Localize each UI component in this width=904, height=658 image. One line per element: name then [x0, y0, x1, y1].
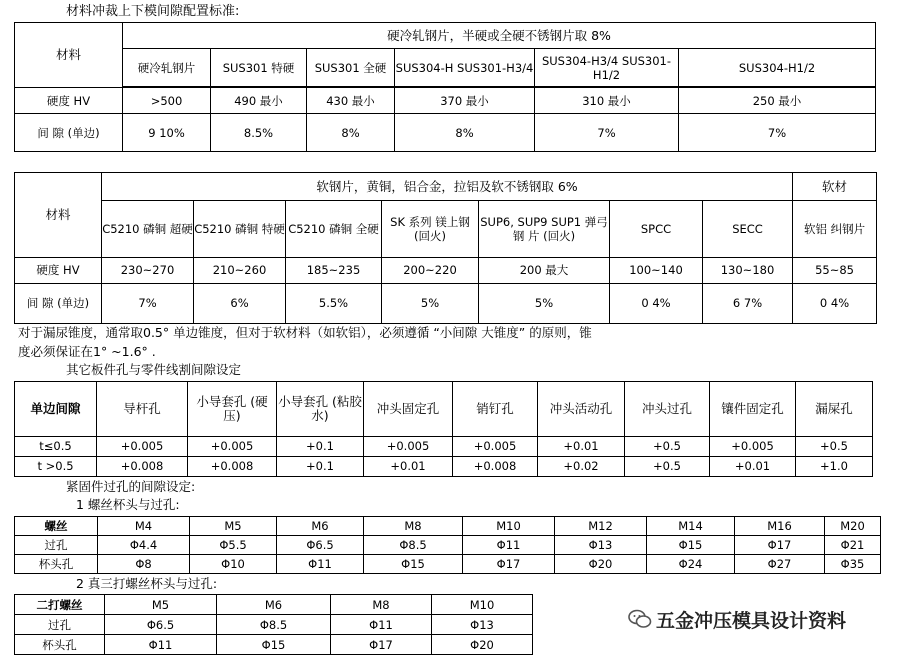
table2-hardness: 130~180: [703, 257, 793, 283]
table2-material: C5210 磷铜 全硬: [286, 201, 382, 257]
table5-header: M10: [432, 595, 533, 615]
table3-header: 镶件固定孔: [710, 382, 796, 437]
table1-group-header: 硬冷轧钢片，半硬或全硬不锈钢片取 8%: [123, 23, 876, 49]
table2-material: SK 系列 镁上钢 (回火): [382, 201, 479, 257]
table4-cell: Φ11: [463, 536, 555, 555]
table4-header: 螺丝: [15, 517, 98, 536]
table5-cell: Φ17: [331, 635, 432, 655]
table4-header: M14: [647, 517, 735, 536]
table4-cell: Φ24: [647, 555, 735, 574]
table3-header: 冲头固定孔: [364, 382, 453, 437]
screw-hole-table: [14, 516, 881, 574]
table4-cell: Φ15: [647, 536, 735, 555]
note-line-1: 对于漏尿锥度，通常取0.5° 单边锥度，但对于软材料（如软铝），必须遵循 “小间隙 大锥度” 的原则，锥: [18, 325, 592, 340]
table5-cell: Φ11: [331, 615, 432, 635]
table2-material: 软铝 纠钢片: [793, 201, 877, 257]
table1-material: SUS301 全硬: [307, 49, 395, 87]
table4-cell: Φ10: [190, 555, 277, 574]
table2-clearance: 5.5%: [286, 283, 382, 323]
table2-clearance: 6%: [194, 283, 286, 323]
table5-cell: Φ13: [432, 615, 533, 635]
table4-cell: Φ4.4: [98, 536, 190, 555]
table4-cell: 杯头孔: [15, 555, 98, 574]
table4-header: M16: [735, 517, 825, 536]
table2-hardness: 200~220: [382, 257, 479, 283]
table4-cell: Φ20: [555, 555, 647, 574]
table2-material: SPCC: [610, 201, 703, 257]
wechat-icon: [628, 608, 652, 630]
table4-cell: Φ8: [98, 555, 190, 574]
table2-hardness: 200 最大: [479, 257, 610, 283]
table1-clearance: 8%: [395, 114, 535, 152]
table2-material-header: 材料: [15, 173, 102, 258]
watermark-text: 五金冲压模具设计资料: [656, 610, 847, 632]
table2-hardness: 230~270: [102, 257, 194, 283]
table1-material: SUS304-H3/4 SUS301-H1/2: [535, 49, 679, 87]
table2-clearance: 5%: [382, 283, 479, 323]
table3-header: 冲头过孔: [625, 382, 710, 437]
table4-header: M20: [825, 517, 881, 536]
table3-header: 冲头活动孔: [538, 382, 625, 437]
table1-material: SUS304-H1/2: [679, 49, 876, 87]
table5-cell: Φ11: [105, 635, 217, 655]
table5-cell: Φ8.5: [217, 615, 331, 635]
table4-header: M12: [555, 517, 647, 536]
table3-cell: +0.5: [625, 436, 710, 456]
table3-cell: +0.005: [188, 436, 277, 456]
table4-header: M10: [463, 517, 555, 536]
table5-cell: 杯头孔: [15, 635, 105, 655]
table5-header: M5: [105, 595, 217, 615]
table1-hardness-label: 硬度 HV: [15, 88, 123, 114]
table5-cell: Φ15: [217, 635, 331, 655]
table3-cell: t≤0.5: [15, 436, 97, 456]
table2-clearance: 6 7%: [703, 283, 793, 323]
page-title: 材料冲裁上下模间隙配置标准:: [66, 4, 240, 19]
table1-material: SUS301 特硬: [211, 49, 307, 87]
table4-header: M6: [277, 517, 364, 536]
table3-header: 漏屎孔: [796, 382, 873, 437]
table1-clearance: 8%: [307, 114, 395, 152]
table1-hardness: 250 最小: [679, 88, 876, 114]
table1-clearance-label: 间 隙 (单边): [15, 114, 123, 152]
table1-hardness: 490 最小: [211, 88, 307, 114]
table2-hardness-label: 硬度 HV: [15, 257, 102, 283]
table3-cell: +1.0: [796, 456, 873, 476]
table3-cell: +0.005: [97, 436, 188, 456]
table4-cell: Φ11: [277, 555, 364, 574]
section4-title: 紧固件过孔的间隙设定:: [66, 479, 196, 494]
table2-hardness: 185~235: [286, 257, 382, 283]
table1-hardness: >500: [123, 88, 211, 114]
section4-subtitle-2: 2 真三打螺丝杯头与过孔:: [76, 576, 218, 591]
table2-hardness: 210~260: [194, 257, 286, 283]
table4-cell: Φ6.5: [277, 536, 364, 555]
table3-header: 小导套孔 (硬压): [188, 382, 277, 437]
table3-cell: +0.01: [538, 436, 625, 456]
table3-cell: +0.5: [796, 436, 873, 456]
table3-cell: t >0.5: [15, 456, 97, 476]
table3-cell: +0.01: [710, 456, 796, 476]
note-line-2: 度必须保证在1° ~1.6° .: [18, 344, 156, 359]
second-screw-hole-table: [14, 594, 533, 655]
table3-header: 导杆孔: [97, 382, 188, 437]
table3-cell: +0.5: [625, 456, 710, 476]
table3-header: 单边间隙: [15, 382, 97, 437]
table1-material-header: 材料: [15, 23, 123, 88]
table4-cell: Φ5.5: [190, 536, 277, 555]
table3-cell: +0.01: [364, 456, 453, 476]
table4-header: M8: [364, 517, 463, 536]
table5-header: M6: [217, 595, 331, 615]
table5-header: 二打螺丝: [15, 595, 105, 615]
table1-clearance: 7%: [679, 114, 876, 152]
table3-header: 销钉孔: [453, 382, 538, 437]
clearance-table-hard: [14, 22, 876, 152]
table4-cell: Φ27: [735, 555, 825, 574]
table3-cell: +0.005: [453, 436, 538, 456]
table2-group-header: 软钢片，黄铜，铝合金，拉铝及软不锈钢取 6%: [102, 173, 793, 201]
table3-cell: +0.005: [364, 436, 453, 456]
table1-hardness: 370 最小: [395, 88, 535, 114]
table2-clearance: 0 4%: [793, 283, 877, 323]
table3-cell: +0.008: [453, 456, 538, 476]
table2-hardness: 100~140: [610, 257, 703, 283]
table4-cell: Φ17: [463, 555, 555, 574]
table4-header: M5: [190, 517, 277, 536]
table3-cell: +0.008: [97, 456, 188, 476]
table3-cell: +0.1: [277, 456, 364, 476]
table4-cell: Φ13: [555, 536, 647, 555]
table2-material: SUP6, SUP9 SUP1 弹弓钢 片 (回火): [479, 201, 610, 257]
table2-material: SECC: [703, 201, 793, 257]
table4-cell: 过孔: [15, 536, 98, 555]
table4-cell: Φ35: [825, 555, 881, 574]
table1-clearance: 9 10%: [123, 114, 211, 152]
section4-subtitle-1: 1 螺丝杯头与过孔:: [76, 497, 180, 512]
table1-hardness: 310 最小: [535, 88, 679, 114]
table2-soft-header: 软材: [793, 173, 877, 201]
table1-hardness: 430 最小: [307, 88, 395, 114]
table2-material: C5210 磷铜 特硬: [194, 201, 286, 257]
table5-header: M8: [331, 595, 432, 615]
table5-cell: 过孔: [15, 615, 105, 635]
table1-material: 硬冷轧钢片: [123, 49, 211, 87]
table4-cell: Φ8.5: [364, 536, 463, 555]
table3-header: 小导套孔 (粘胶水): [277, 382, 364, 437]
table3-cell: +0.008: [188, 456, 277, 476]
table4-header: M4: [98, 517, 190, 536]
table2-clearance-label: 间 隙 (单边): [15, 283, 102, 323]
table5-cell: Φ6.5: [105, 615, 217, 635]
table1-clearance: 7%: [535, 114, 679, 152]
table3-cell: +0.02: [538, 456, 625, 476]
table2-material: C5210 磷铜 超硬: [102, 201, 194, 257]
table2-clearance: 0 4%: [610, 283, 703, 323]
table4-cell: Φ17: [735, 536, 825, 555]
table2-clearance: 7%: [102, 283, 194, 323]
table3-cell: +0.1: [277, 436, 364, 456]
table4-cell: Φ21: [825, 536, 881, 555]
table5-cell: Φ20: [432, 635, 533, 655]
clearance-table-soft: [14, 172, 877, 324]
table2-hardness: 55~85: [793, 257, 877, 283]
table4-cell: Φ15: [364, 555, 463, 574]
section3-title: 其它板件孔与零件线割间隙设定: [66, 362, 242, 377]
table2-clearance: 5%: [479, 283, 610, 323]
table1-material: SUS304-H SUS301-H3/4: [395, 49, 535, 87]
table3-cell: +0.005: [710, 436, 796, 456]
part-hole-clearance-table: [14, 381, 873, 477]
table1-clearance: 8.5%: [211, 114, 307, 152]
